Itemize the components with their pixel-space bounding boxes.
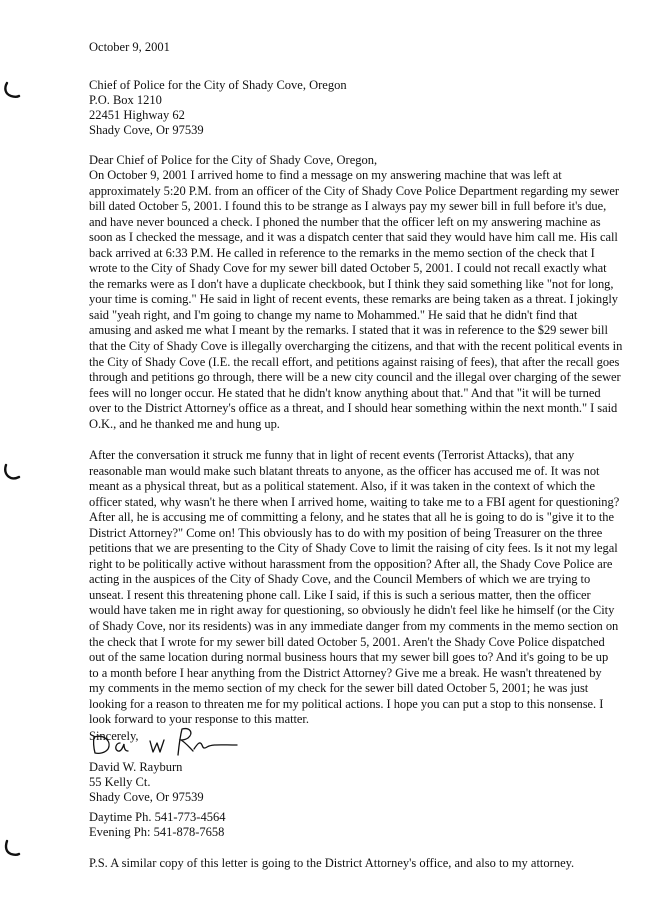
sender-line: David W. Rayburn: [89, 760, 183, 774]
paragraph-line: to a month before I hear anything from the District Attorney? Give me a break. He wasn't threatened by: [89, 665, 602, 680]
paragraph-line: approximately 5:20 P.M. from an officer of the City of Shady Cove Police Department regarding my sewer: [89, 183, 619, 198]
paragraph-line: reasonable man would make such blatant threats to anyone, as the officer has accused me of. It was not: [89, 463, 600, 478]
recipient-line: Shady Cove, Or 97539: [89, 123, 204, 137]
paragraph-line: out of the same location during normal business hours that my sewer bill goes to? And it's going to be up: [89, 650, 609, 665]
paragraph-line: acting in the auspices of the City of Shady Cove, and the Council Members of which we are trying to: [89, 572, 591, 587]
paragraph-line: back arrived at 6:33 P.M. He called in reference to the remarks in the memo section of the check that I: [89, 245, 595, 260]
paragraph-line: petitions that we are presenting to the City of Shady Cove to limit the raising of city fees. Is it not my legal: [89, 541, 618, 556]
margin-mark-middle: [0, 462, 22, 484]
paragraph-line: the City of Shady Cove (I.E. the recall effort, and petitions against raising of fees), that after the recall goes: [89, 354, 620, 369]
paragraph-line: would have taken me in right away for questioning, so obviously he didn't feel like he himself (or the City: [89, 603, 615, 618]
recipient-line: P.O. Box 1210: [89, 93, 162, 107]
paragraph-line: the check that I wrote for my sewer bill dated October 5, 2001. Aren't the Shady Cove Police dispatched: [89, 634, 605, 649]
salutation: Dear Chief of Police for the City of Shady Cove, Oregon,: [89, 153, 378, 167]
paragraph-line: my comments in the memo section of my check for the sewer bill dated October 5, 2001; he was just: [89, 681, 589, 696]
paragraph-line: and have never bounced a check. I phoned the number that the officer left on my answering machine as: [89, 214, 601, 229]
paragraph-line: over to the District Attorney's office as a threat, and I should hear something within the next month." I said: [89, 401, 618, 416]
paragraph-line: looking for a reason to threaten me for my political actions. I hope you can put a stop to this nonsense. I: [89, 696, 604, 711]
paragraph-line: soon as I checked the message, and it was a dispatch center that said they would have him call me. His call: [89, 230, 618, 245]
paragraph-line: After all, he is accusing me of committing a felony, and he states that all he is going to do is "give it to the: [89, 510, 614, 525]
paragraph-line: District Attorney?" Come on! This obviously has to do with my position of being Treasurer on the three: [89, 525, 603, 540]
body-paragraph-2: [89, 448, 649, 728]
paragraph-line: amusing and asked me what I meant by the remarks. I stated that it was in reference to the $29 sewer bill: [89, 323, 608, 338]
paragraph-line: meant as a physical threat, but as a political statement. Also, if it was taken in the context of which the: [89, 479, 595, 494]
margin-mark-top: [0, 80, 22, 102]
recipient-line: Chief of Police for the City of Shady Cove, Oregon: [89, 78, 347, 92]
postscript: P.S. A similar copy of this letter is going to the District Attorney's office, and also to my attorney.: [89, 856, 575, 870]
body-paragraph-1: [89, 168, 649, 432]
paragraph-line: the remarks were as I don't have a duplicate checkbook, but I think they said something like "not for long,: [89, 276, 614, 291]
closing: Sincerely,: [89, 729, 139, 743]
paragraph-line: look forward to your response to this matter.: [89, 712, 309, 727]
paragraph-line: After the conversation it struck me funny that in light of recent events (Terrorist Attacks), that any: [89, 448, 575, 462]
paragraph-line: your time is coming." He said in light of recent events, these remarks are being taken as a threat. I jokingly: [89, 292, 618, 307]
sender-line: Shady Cove, Or 97539: [89, 790, 204, 804]
daytime-phone: Daytime Ph. 541-773-4564: [89, 810, 226, 824]
margin-mark-bottom: [0, 838, 22, 860]
paragraph-line: that the City of Shady Cove is illegally overcharging the citizens, and that with the recent political events in: [89, 339, 623, 354]
paragraph-line: said "yeah right, and I'm going to change my name to Mohammed." He said that he didn't find that: [89, 307, 578, 322]
handwritten-signature: [90, 725, 240, 759]
sender-line: 55 Kelly Ct.: [89, 775, 151, 789]
paragraph-line: officer stated, why wasn't he there when I arrived home, waiting to take me to a FBI agent for questioning?: [89, 494, 620, 509]
recipient-line: 22451 Highway 62: [89, 108, 185, 122]
evening-phone: Evening Ph: 541-878-7658: [89, 825, 225, 839]
paragraph-line: fees will no longer occur. He stated that he didn't know anything about that." And that "it will be turned: [89, 385, 601, 400]
paragraph-line: wrote to the City of Shady Cove for my sewer bill dated October 5, 2001. I could not recall exactly what: [89, 261, 607, 276]
letter-date: October 9, 2001: [89, 40, 170, 54]
paragraph-line: unseat. I resent this threatening phone call. Like I said, if this is such a serious matter, then the officer: [89, 587, 591, 602]
paragraph-line: right to be politically active without harassment from the opposition? After all, the Shady Cove Police are: [89, 556, 613, 571]
paragraph-line: On October 9, 2001 I arrived home to find a message on my answering machine that was left at: [89, 168, 562, 182]
paragraph-line: O.K., and he thanked me and hung up.: [89, 416, 280, 431]
paragraph-line: of Shady Cove, nor its residents) was in any immediate danger from my comments in the memo section on: [89, 619, 619, 634]
paragraph-line: through and petitions go through, there will be a new city council and the illegal over charging of the sewer: [89, 370, 621, 385]
paragraph-line: bill dated October 5, 2001. I found this to be strange as I always pay my sewer bill in full before it's due,: [89, 199, 607, 214]
